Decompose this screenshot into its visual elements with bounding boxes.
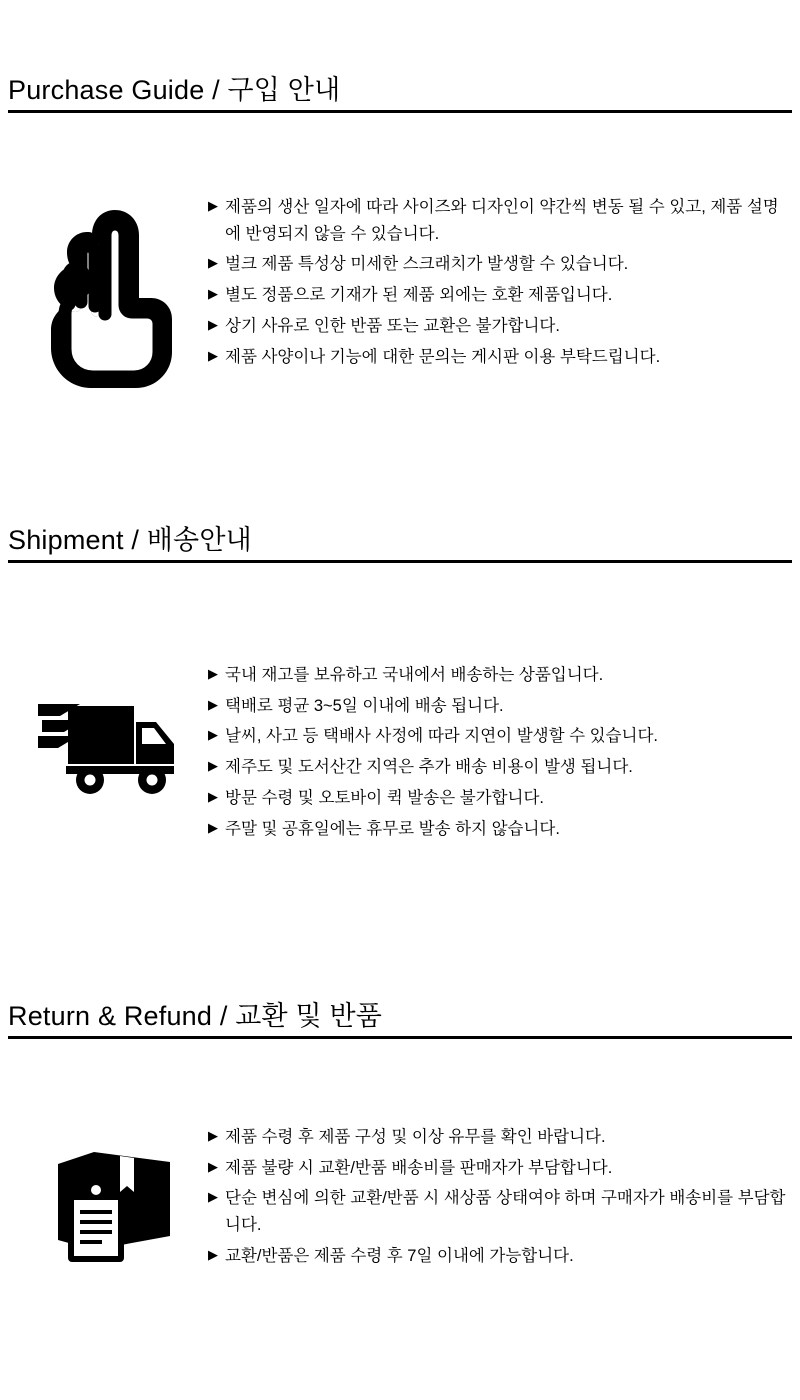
- bullet-list-purchase: [208, 192, 792, 374]
- list-item: [208, 282, 792, 309]
- list-item-text: 주말 및 공휴일에는 휴무로 발송 하지 않습니다.: [225, 819, 560, 838]
- bullet-marker-icon: ▶: [208, 255, 218, 271]
- list-item: [208, 816, 792, 843]
- bullet-marker-icon: ▶: [208, 819, 218, 835]
- section-title-return: Return & Refund / 교환 및 반품: [8, 1001, 383, 1031]
- bullet-marker-icon: ▶: [208, 666, 218, 681]
- list-item-text: 상기 사유로 인한 반품 또는 교환은 불가합니다.: [225, 316, 560, 335]
- icon-column-purchase: [8, 192, 208, 392]
- bullet-marker-icon: ▶: [208, 286, 218, 302]
- list-item: [208, 1124, 792, 1151]
- bullet-marker-icon: ▶: [208, 198, 218, 213]
- bullet-marker-icon: ▶: [208, 316, 218, 332]
- bullet-marker-icon: ▶: [208, 1128, 218, 1143]
- pointing-finger-icon: [43, 202, 173, 392]
- section-header-return: [8, 1002, 792, 1039]
- list-item-text: 국내 재고를 보유하고 국내에서 배송하는 상품입니다.: [225, 666, 604, 684]
- list-item: [208, 313, 792, 340]
- list-item: [208, 1185, 792, 1238]
- list-item: [208, 754, 792, 781]
- bullet-list-shipment: [208, 660, 792, 846]
- list-item: [208, 662, 792, 689]
- section-header-shipment: [8, 526, 792, 563]
- list-item: [208, 194, 792, 247]
- list-item-text: 날씨, 사고 등 택배사 사정에 따라 지연이 발생할 수 있습니다.: [225, 727, 658, 746]
- section-body-purchase: [8, 192, 792, 392]
- bullet-marker-icon: ▶: [208, 347, 218, 363]
- bullet-list-return: [208, 1122, 792, 1274]
- icon-column-return: [8, 1122, 208, 1269]
- bullet-marker-icon: ▶: [208, 788, 218, 804]
- bullet-marker-icon: ▶: [208, 758, 218, 774]
- list-item: [208, 1155, 792, 1182]
- list-item-text: 제품 수령 후 제품 구성 및 이상 유무를 확인 바랍니다.: [225, 1128, 606, 1146]
- list-item-text: 택배로 평균 3~5일 이내에 배송 됩니다.: [225, 696, 504, 715]
- list-item-text: 방문 수령 및 오토바이 퀵 발송은 불가합니다.: [225, 788, 544, 807]
- bullet-marker-icon: ▶: [208, 1246, 218, 1262]
- bullet-marker-icon: ▶: [208, 727, 218, 743]
- bullet-marker-icon: ▶: [208, 1189, 218, 1205]
- list-item-text: 교환/반품은 제품 수령 후 7일 이내에 가능합니다.: [225, 1246, 574, 1265]
- list-item-text: 제주도 및 도서산간 지역은 추가 배송 비용이 발생 됩니다.: [225, 758, 633, 777]
- list-item-text: 제품의 생산 일자에 따라 사이즈와 디자인이 약간씩 변동 될 수 있고, 제품 설명에 반영되지 않을 수 있습니다.: [225, 198, 779, 243]
- list-item-text: 제품 사양이나 기능에 대한 문의는 게시판 이용 부탁드립니다.: [225, 347, 661, 366]
- list-item: [208, 693, 792, 720]
- section-title-purchase: Purchase Guide / 구입 안내: [8, 75, 341, 105]
- list-item-text: 벌크 제품 특성상 미세한 스크래치가 발생할 수 있습니다.: [225, 255, 629, 274]
- section-body-shipment: [8, 660, 792, 846]
- icon-column-shipment: [8, 660, 208, 802]
- bullet-marker-icon: ▶: [208, 1158, 218, 1174]
- section-body-return: [8, 1122, 792, 1274]
- list-item: [208, 251, 792, 278]
- list-item: [208, 723, 792, 750]
- list-item: [208, 1243, 792, 1270]
- list-item: [208, 785, 792, 812]
- section-header-purchase: [8, 76, 792, 113]
- list-item-text: 별도 정품으로 기재가 된 제품 외에는 호환 제품입니다.: [225, 286, 613, 305]
- section-title-shipment: Shipment / 배송안내: [8, 525, 252, 555]
- list-item-text: 제품 불량 시 교환/반품 배송비를 판매자가 부담합니다.: [225, 1158, 613, 1177]
- list-item-text: 단순 변심에 의한 교환/반품 시 새상품 상태여야 하며 구매자가 배송비를 부담합니다.: [225, 1189, 786, 1235]
- delivery-truck-icon: [38, 682, 178, 802]
- box-clipboard-icon: [38, 1144, 178, 1269]
- bullet-marker-icon: ▶: [208, 696, 218, 712]
- list-item: [208, 344, 792, 371]
